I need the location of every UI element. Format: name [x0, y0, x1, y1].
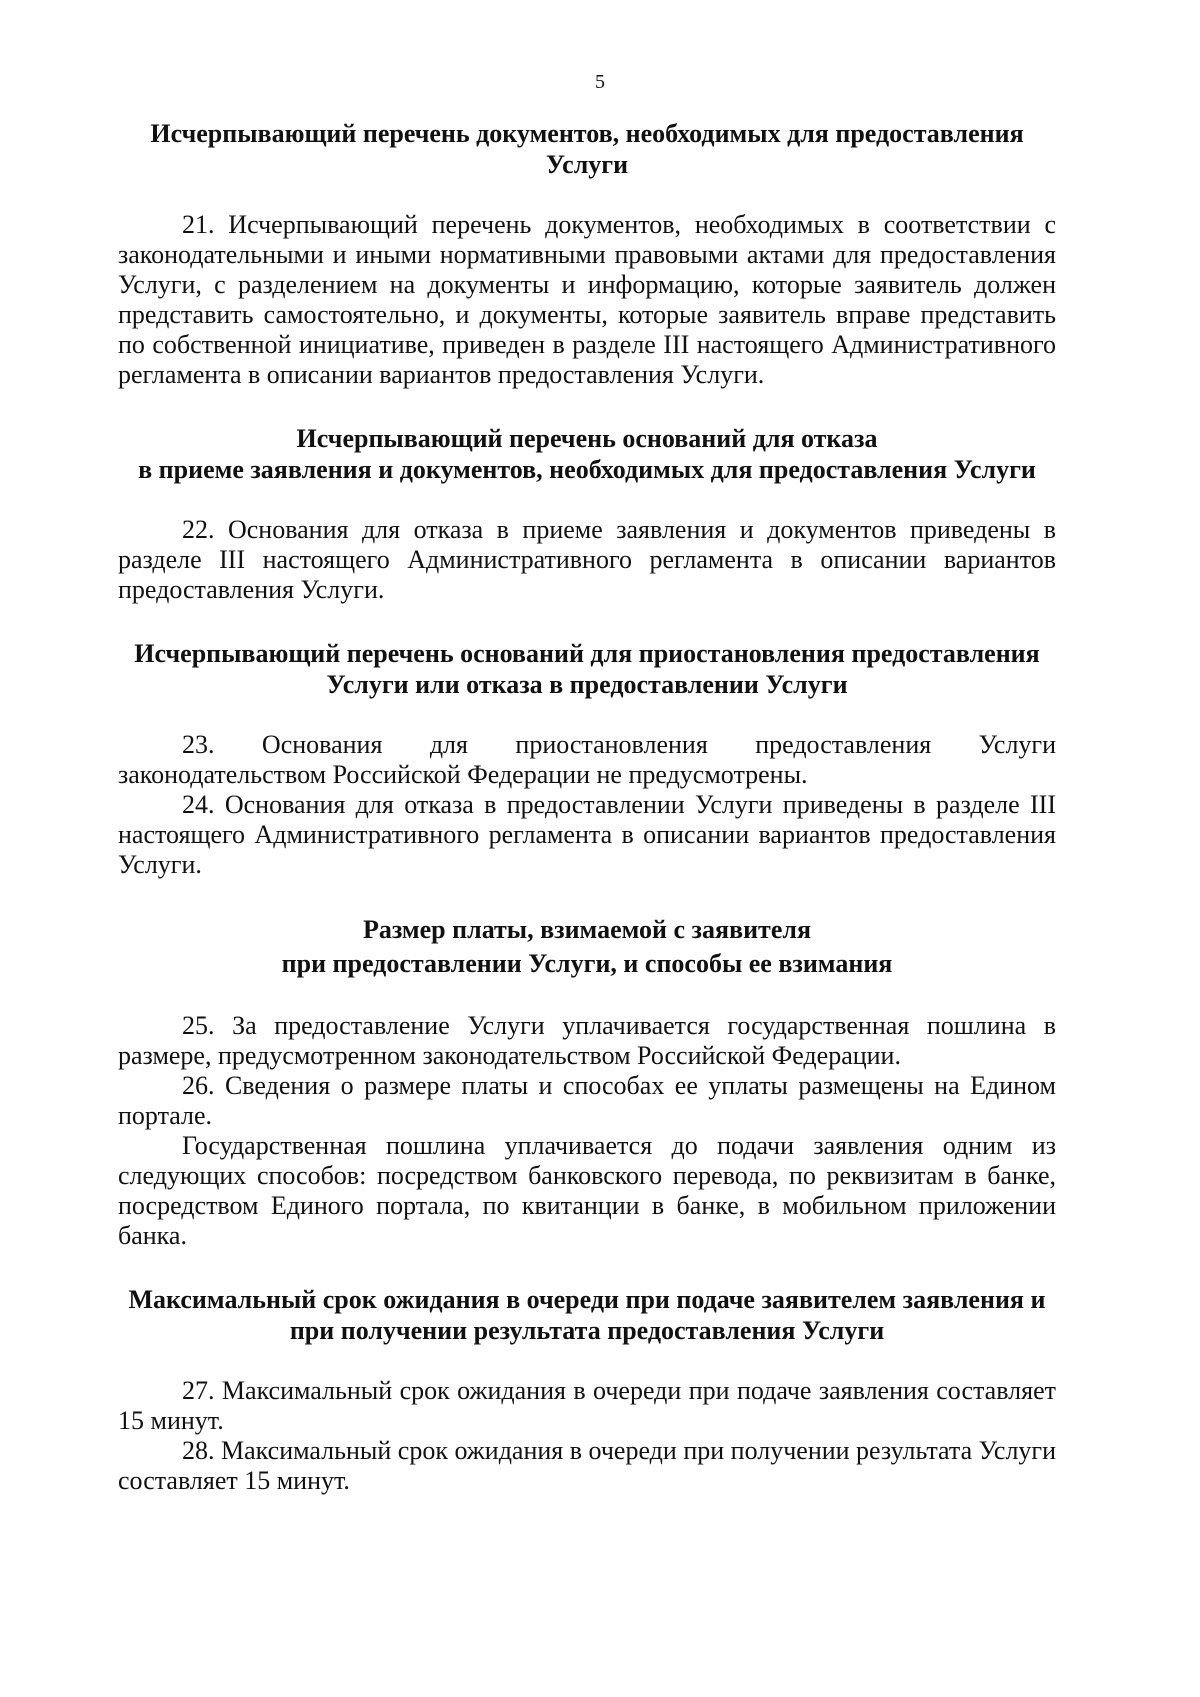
paragraph-fee-methods: Государственная пошлина уплачивается до подачи заявления одним из следующих способов: посредством банковского перевода, по реквизитам в банке, посредством Единого портала, по квитанции в банке, в мобильном приложении банка.: [118, 1131, 1056, 1250]
paragraph-23: 23. Основания для приостановления предоставления Услуги законодательством Российской Федерации не предусмотрены.: [118, 730, 1056, 789]
section-suspension-grounds: [118, 638, 1056, 880]
paragraph-21: 21. Исчерпывающий перечень документов, необходимых в соответствии с законодательными и иными нормативными правовыми актами для предоставления Услуги, с разделением на документы и информацию, которые заявитель должен представить самостоятельно, и документы, которые заявитель вправе представить по собственной инициативе, приведен в разделе III настоящего Административного регламента в описании вариантов предоставления Услуги.: [118, 210, 1056, 389]
heading-line: Услуги: [545, 150, 629, 179]
page-number: 5: [595, 71, 605, 93]
section-heading: [118, 913, 1056, 981]
document-body: [118, 118, 1056, 1496]
section-fee: [118, 913, 1056, 1251]
heading-line: Услуги или отказа в предоставлении Услуги: [326, 670, 848, 699]
paragraph-27: 27. Максимальный срок ожидания в очереди при подаче заявления составляет 15 минут.: [118, 1376, 1056, 1435]
paragraph-28: 28. Максимальный срок ожидания в очереди при получении результата Услуги составляет 15 минут.: [118, 1436, 1056, 1495]
heading-line: Исчерпывающий перечень документов, необходимых для предоставления: [150, 119, 1024, 148]
paragraph-24: 24. Основания для отказа в предоставлении Услуги приведены в разделе III настоящего Административного регламента в описании вариантов предоставления Услуги.: [118, 790, 1056, 879]
heading-line: Максимальный срок ожидания в очереди при подаче заявителем заявления и: [128, 1285, 1046, 1314]
section-heading: [118, 423, 1056, 485]
heading-line: Размер платы, взимаемой с заявителя: [362, 915, 812, 944]
heading-line: Исчерпывающий перечень оснований для отказа: [296, 424, 878, 453]
heading-line: при предоставлении Услуги, и способы ее взимания: [281, 949, 893, 978]
paragraph-22: 22. Основания для отказа в приеме заявления и документов приведены в разделе III настоящего Административного регламента в описании вариантов предоставления Услуги.: [118, 515, 1056, 604]
section-heading: [118, 638, 1056, 700]
paragraph-26: 26. Сведения о размере платы и способах ее уплаты размещены на Едином портале.: [118, 1071, 1056, 1130]
section-heading: [118, 118, 1056, 180]
section-queue-time: [118, 1284, 1056, 1496]
section-required-documents: [118, 118, 1056, 390]
heading-line: при получении результата предоставления Услуги: [289, 1316, 885, 1345]
section-refusal-acceptance-grounds: [118, 423, 1056, 605]
heading-line: в приеме заявления и документов, необходимых для предоставления Услуги: [138, 455, 1036, 484]
section-heading: [118, 1284, 1056, 1346]
heading-line: Исчерпывающий перечень оснований для приостановления предоставления: [134, 639, 1040, 668]
paragraph-25: 25. За предоставление Услуги уплачивается государственная пошлина в размере, предусмотренном законодательством Российской Федерации.: [118, 1011, 1056, 1070]
